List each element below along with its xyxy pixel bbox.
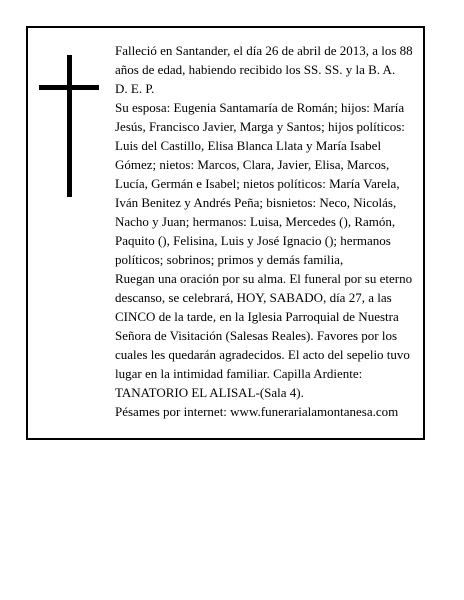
family-list: Su esposa: Eugenia Santamaría de Román; hijos: María Jesús, Francisco Javier, Marga y Santos; hijos políticos: Luis del Castillo, Elisa Blanca Llata y María Isabel Gómez; nietos: Marcos, Clara, Javier, Elisa, Marcos, Lucía, Germán e Isabel; nietos políticos: María Varela, Iván Benitez y Andrés Peña; bisnietos: Neco, Nicolás, Nacho y Juan; hermanos: Luisa, Mercedes (), Ramón, Paquito (), Felisina, Luis y José Ignacio (); hermanos políticos; sobrinos; primos y demás familia, — [115, 100, 405, 267]
funeral-details: Ruegan una oración por su alma. El funeral por su eterno descanso, se celebrará, HOY, SABADO, día 27, a las CINCO de la tarde, en la Iglesia Parroquial de Nuestra Señora de Visitación (Salesas Reales). Favores por los cuales les quedarán agradecidos. El acto del sepelio tuvo lugar en la intimidad familiar. Capilla Ardiente: TANATORIO EL ALISAL-(Sala 4). — [115, 271, 413, 400]
death-announcement: Falleció en Santander, el día 26 de abril de 2013, a los 88 años de edad, habiendo recibido los SS. SS. y la B. A. — [115, 43, 413, 77]
cross-vertical-bar — [67, 55, 72, 197]
cross-horizontal-bar — [39, 85, 99, 90]
notice-text — [115, 41, 415, 421]
condolences-website: Pésames por internet: www.funerarialamontanesa.com — [115, 404, 399, 419]
obituary-notice — [26, 26, 425, 440]
latin-cross-icon — [39, 55, 99, 197]
rip-line: D. E. P. — [115, 81, 155, 96]
